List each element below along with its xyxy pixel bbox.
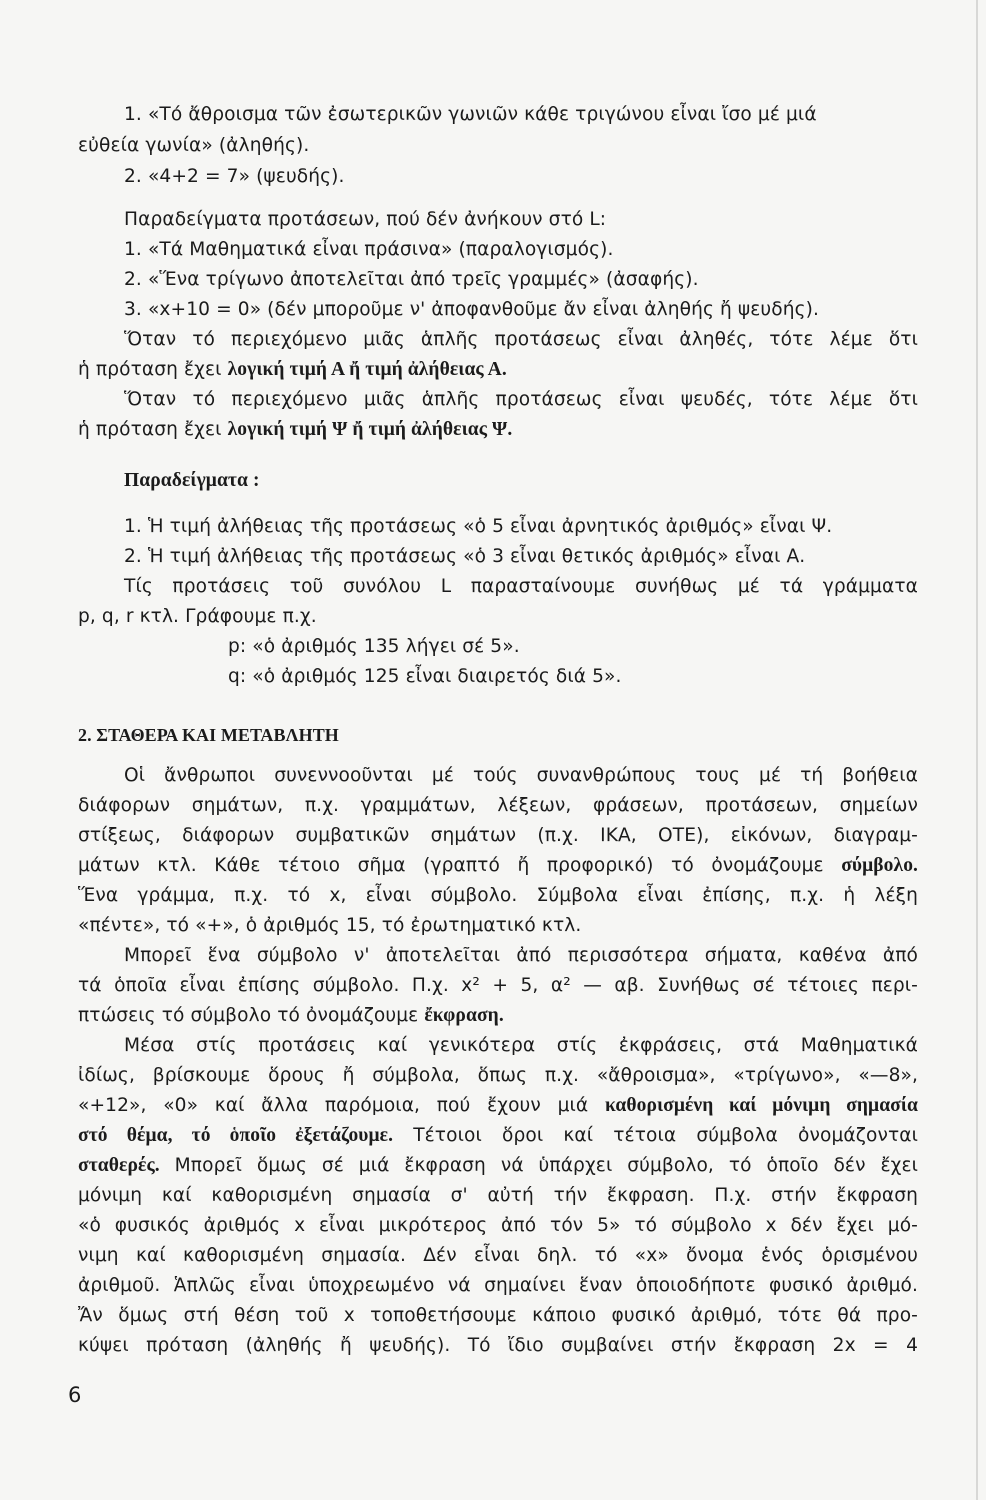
page-number: 6 bbox=[68, 1383, 82, 1407]
text-line: q: «ὁ ἀριθμός 125 εἶναι διαιρετός διά 5». bbox=[228, 666, 622, 687]
text-line: Παραδείγματα προτάσεων, πού δέν ἀνήκουν στό L: bbox=[124, 209, 607, 230]
text-line: Τίς προτάσεις τοῦ συνόλου L παρασταίνουμε συνήθως μέ τά γράμματα bbox=[124, 576, 918, 597]
text-line: κύψει πρόταση (ἀληθής ἤ ψευδής). Τό ἴδιο συμβαίνει στήν ἔκφραση 2x = 4 bbox=[78, 1335, 918, 1356]
text-line bbox=[78, 1004, 918, 1028]
text-span: «+12», «0» καί ἄλλα παρόμοια, πού ἔχουν μιά bbox=[78, 1095, 589, 1116]
page-edge-shadow bbox=[976, 0, 978, 1500]
text-span: μάτων κτλ. Κάθε τέτοιο σῆμα (γραπτό ἤ προφορικό) τό ὀνομάζουμε bbox=[78, 855, 824, 876]
text-line: Οἱ ἄνθρωποι συνεννοοῦνται μέ τούς συνανθρώπους τους μέ τή βοήθεια bbox=[124, 765, 918, 786]
text-span: ἡ πρόταση ἔχει bbox=[78, 419, 222, 440]
bold-term: καθορισμένη καί μόνιμη σημασία bbox=[604, 1095, 919, 1116]
bold-term: στό θέμα, τό ὁποῖο ἐξετάζουμε. bbox=[78, 1125, 394, 1146]
text-span: Τέτοιοι ὅροι καί τέτοια σύμβολα ὀνομάζονται bbox=[413, 1125, 918, 1146]
text-line: Ὅταν τό περιεχόμενο μιᾶς ἁπλῆς προτάσεως εἶναι ψευδές, τότε λέμε ὅτι bbox=[124, 389, 918, 410]
examples-heading: Παραδείγματα : bbox=[124, 470, 260, 491]
bold-term: σταθερές. bbox=[78, 1155, 160, 1176]
text-line: «ὁ φυσικός ἀριθμός x εἶναι μικρότερος ἀπό τόν 5» τό σύμβολο x δέν ἔχει μό- bbox=[78, 1215, 918, 1236]
bold-term: λογική τιμή Α ἤ τιμή ἀλήθειας Α. bbox=[227, 359, 507, 380]
text-span: ἡ πρόταση ἔχει bbox=[78, 359, 222, 380]
text-line: 2. «4+2 = 7» (ψευδής). bbox=[124, 166, 345, 187]
text-line: μόνιμη καί καθορισμένη σημασία σ' αὐτή τήν ἔκφραση. Π.χ. στήν ἔκφραση bbox=[78, 1185, 918, 1206]
section-heading: 2. ΣΤΑΘΕΡΑ ΚΑΙ ΜΕΤΑΒΛΗΤΗ bbox=[78, 725, 339, 745]
text-line: ἀριθμοῦ. Ἁπλῶς εἶναι ὑποχρεωμένο νά σημαίνει ἕναν ὁποιοδήποτε φυσικό ἀριθμό. bbox=[78, 1275, 918, 1296]
text-line: p, q, r κτλ. Γράφουμε π.χ. bbox=[78, 606, 317, 627]
text-line bbox=[78, 358, 918, 382]
text-line: Ὅταν τό περιεχόμενο μιᾶς ἁπλῆς προτάσεως εἶναι ἀληθές, τότε λέμε ὅτι bbox=[124, 329, 918, 350]
text-line bbox=[78, 1124, 918, 1148]
text-line: νιμη καί καθορισμένη σημασία. Δέν εἶναι δηλ. τό «x» ὄνομα ἑνός ὁρισμένου bbox=[78, 1245, 918, 1266]
text-line: στίξεως, διάφορων συμβατικῶν σημάτων (π.χ. ΙΚΑ, ΟΤΕ), εἰκόνων, διαγραμ- bbox=[78, 825, 918, 846]
text-line: «πέντε», τό «+», ὁ ἀριθμός 15, τό ἐρωτηματικό κτλ. bbox=[78, 915, 582, 936]
text-line bbox=[78, 1094, 918, 1118]
text-line bbox=[78, 418, 918, 442]
text-line: διάφορων σημάτων, π.χ. γραμμάτων, λέξεων, φράσεων, προτάσεων, σημείων bbox=[78, 795, 918, 816]
bold-term: λογική τιμή Ψ ἤ τιμή ἀλήθειας Ψ. bbox=[227, 419, 513, 440]
text-line: εὐθεία γωνία» (ἀληθής). bbox=[78, 135, 310, 156]
text-line bbox=[78, 854, 918, 878]
text-line: 3. «x+10 = 0» (δέν μποροῦμε ν' ἀποφανθοῦμε ἄν εἶναι ἀληθής ἤ ψευδής). bbox=[124, 299, 820, 320]
bold-term: ἔκφραση. bbox=[424, 1005, 504, 1026]
text-line: 1. «Τά Μαθηματικά εἶναι πράσινα» (παραλογισμός). bbox=[124, 239, 614, 260]
text-line: Μπορεῖ ἕνα σύμβολο ν' ἀποτελεῖται ἀπό περισσότερα σήματα, καθένα ἀπό bbox=[124, 945, 918, 966]
text-line: 1. «Τό ἄθροισμα τῶν ἐσωτερικῶν γωνιῶν κάθε τριγώνου εἶναι ἴσο μέ μιά bbox=[124, 104, 817, 125]
text-line bbox=[78, 1154, 918, 1178]
text-line: Ἄν ὅμως στή θέση τοῦ x τοποθετήσουμε κάποιο φυσικό ἀριθμό, τότε θά προ- bbox=[78, 1305, 918, 1326]
text-line: Μέσα στίς προτάσεις καί γενικότερα στίς ἐκφράσεις, στά Μαθηματικά bbox=[124, 1035, 918, 1056]
text-line: τά ὁποῖα εἶναι ἐπίσης σύμβολο. Π.χ. x² + 5, α² — αβ. Συνήθως σέ τέτοιες περι- bbox=[78, 975, 918, 996]
text-line: 2. Ἡ τιμή ἀλήθειας τῆς προτάσεως «ὁ 3 εἶναι θετικός ἀριθμός» εἶναι Α. bbox=[124, 546, 806, 567]
text-span: πτώσεις τό σύμβολο τό ὀνομάζουμε bbox=[78, 1005, 419, 1026]
text-line: 2. «Ἕνα τρίγωνο ἀποτελεῖται ἀπό τρεῖς γραμμές» (ἀσαφής). bbox=[124, 269, 699, 290]
bold-term: σύμβολο. bbox=[841, 855, 919, 876]
text-span: Μπορεῖ ὅμως σέ μιά ἔκφραση νά ὑπάρχει σύμβολο, τό ὁποῖο δέν ἔχει bbox=[174, 1155, 918, 1176]
text-line: ἰδίως, βρίσκουμε ὅρους ἤ σύμβολα, ὅπως π.χ. «ἄθροισμα», «τρίγωνο», «—8», bbox=[78, 1065, 918, 1086]
text-line: p: «ὁ ἀριθμός 135 λήγει σέ 5». bbox=[228, 636, 520, 657]
text-line: Ἕνα γράμμα, π.χ. τό x, εἶναι σύμβολο. Σύμβολα εἶναι ἐπίσης, π.χ. ἡ λέξη bbox=[78, 885, 918, 906]
text-line: 1. Ἡ τιμή ἀλήθειας τῆς προτάσεως «ὁ 5 εἶναι ἀρνητικός ἀριθμός» εἶναι Ψ. bbox=[124, 516, 833, 537]
